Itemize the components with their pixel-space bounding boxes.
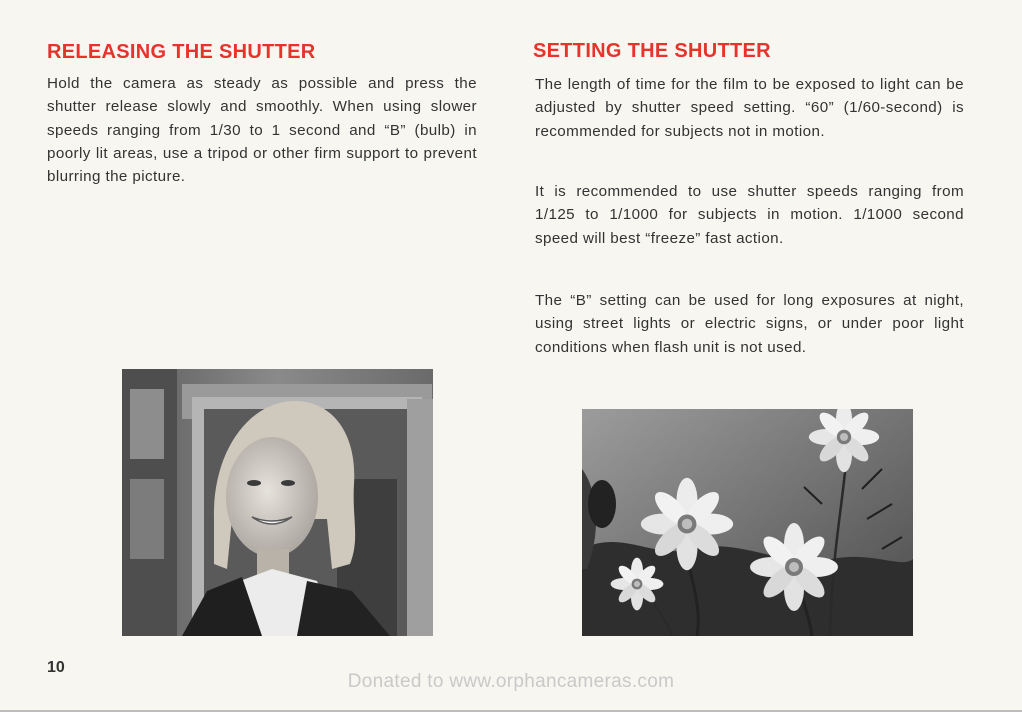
page-number: 10 xyxy=(47,659,65,676)
setting-heading: SETTING THE SHUTTER xyxy=(533,40,771,62)
setting-paragraph-1: The length of time for the film to be exposed to light can be adjusted by shutter speed setting. “60” (1/60-second) is recommended for subjects not in motion. xyxy=(535,76,964,140)
releasing-paragraph: Hold the camera as steady as possible and press the shutter release slowly and smoothly. When using slower speeds ranging from 1/30 to 1 second and “B” (bulb) in poorly lit areas, use a tripod or other firm support to prevent blurring the picture. xyxy=(47,75,477,186)
cosmos-flowers-photo xyxy=(582,409,913,636)
donation-watermark: Donated to www.orphancameras.com xyxy=(347,671,675,692)
woman-portrait-photo xyxy=(122,369,433,636)
releasing-heading: RELEASING THE SHUTTER xyxy=(47,41,316,63)
setting-paragraph-3: The “B” setting can be used for long exposures at night, using street lights or electric signs, or under poor light conditions when flash unit is not used. xyxy=(535,292,964,356)
setting-paragraph-2: It is recommended to use shutter speeds ranging from 1/125 to 1/1000 for subjects in motion. 1/1000 second speed will best “freeze” fast action. xyxy=(535,183,964,247)
